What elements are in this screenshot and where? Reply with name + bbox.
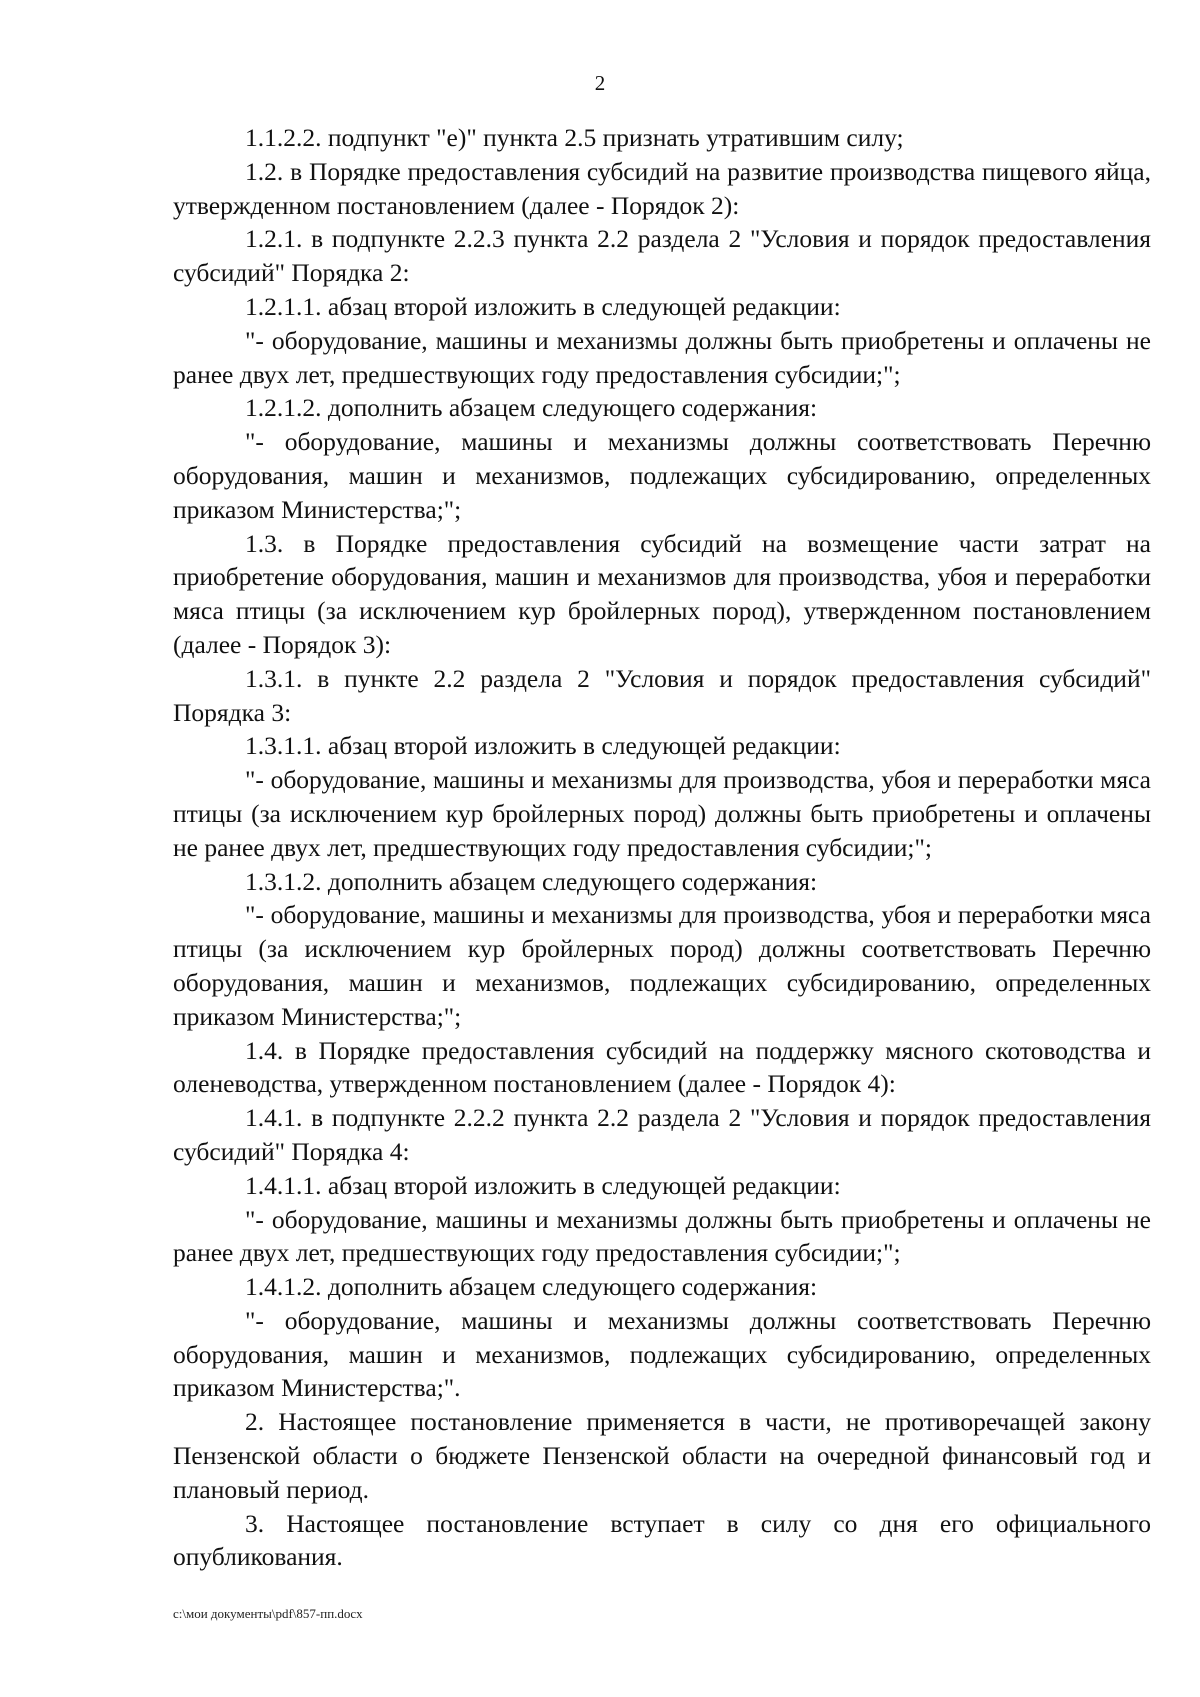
quoted-text-1-2-1-2: "- оборудование, машины и механизмы должны соответствовать Перечню оборудования, машин и механизмов, подлежащих субсидированию, определенных приказом Министерства;"; [173, 427, 1151, 524]
footer-file-path: c:\мои документы\pdf\857-пп.docx [173, 1606, 363, 1621]
paragraph-2: 2. Настоящее постановление применяется в части, не противоречащей закону Пензенской области о бюджете Пензенской области на очередной финансовый год и плановый период. [173, 1407, 1151, 1504]
paragraph-1-4-1: 1.4.1. в подпункте 2.2.2 пункта 2.2 раздела 2 "Условия и порядок предоставления субсидий" Порядка 4: [173, 1103, 1151, 1166]
paragraph-3: 3. Настоящее постановление вступает в силу со дня его официального опубликования. [173, 1508, 1151, 1572]
paragraph-1-1-2-2: 1.1.2.2. подпункт "е)" пункта 2.5 признать утратившим силу; [245, 123, 904, 152]
paragraph-1-4-1-1: 1.4.1.1. абзац второй изложить в следующей редакции: [245, 1170, 841, 1200]
quoted-text-1-3-1-2: "- оборудование, машины и механизмы для производства, убоя и переработки мяса птицы (за исключением кур бройлерных пород) должны соответствовать Перечню оборудования, машин и механизмов, подлежащих субсидированию, определенных приказом Министерства;"; [173, 900, 1151, 1031]
paragraph-1-3-1-1: 1.3.1.1. абзац второй изложить в следующей редакции: [245, 731, 841, 761]
paragraph-1-2-1-1: 1.2.1.1. абзац второй изложить в следующей редакции: [245, 291, 841, 321]
quoted-text-1-4-1-2: "- оборудование, машины и механизмы должны соответствовать Перечню оборудования, машин и механизмов, подлежащих субсидированию, определенных приказом Министерства;". [173, 1305, 1151, 1403]
paragraph-1-2: 1.2. в Порядке предоставления субсидий на развитие производства пищевого яйца, утвержденном постановлением (далее - Порядок 2): [173, 156, 1151, 220]
quoted-text-1-3-1-1: "- оборудование, машины и механизмы для производства, убоя и переработки мяса птицы (за исключением кур бройлерных пород) должны быть приобретены и оплачены не ранее двух лет, предшествующих году предоставления субсидии;"; [173, 765, 1151, 862]
paragraph-1-3: 1.3. в Порядке предоставления субсидий на возмещение части затрат на приобретение оборудования, машин и механизмов для производства, убоя и переработки мяса птицы (за исключением кур бройлерных пород), утвержденном постановлением (далее - Порядок 3): [173, 528, 1151, 659]
paragraph-1-4-1-2: 1.4.1.2. дополнить абзацем следующего содержания: [245, 1272, 818, 1302]
paragraph-1-2-1-2: 1.2.1.2. дополнить абзацем следующего содержания: [245, 393, 818, 423]
quoted-text-1-4-1-1: "- оборудование, машины и механизмы должны быть приобретены и оплачены не ранее двух лет, предшествующих году предоставления субсидии;"; [173, 1204, 1151, 1268]
paragraph-1-3-1: 1.3.1. в пункте 2.2 раздела 2 "Условия и порядок предоставления субсидий" Порядка 3: [173, 663, 1151, 727]
page-number: 2 [594, 71, 606, 95]
paragraph-1-2-1: 1.2.1. в подпункте 2.2.3 пункта 2.2 раздела 2 "Условия и порядок предоставления субсидий" Порядка 2: [173, 224, 1151, 288]
paragraph-1-3-1-2: 1.3.1.2. дополнить абзацем следующего содержания: [245, 866, 818, 896]
paragraph-1-4: 1.4. в Порядке предоставления субсидий на поддержку мясного скотоводства и оленеводства, утвержденном постановлением (далее - Порядок 4): [173, 1035, 1151, 1099]
document-body [173, 121, 1151, 1574]
quoted-text-1-2-1-1: "- оборудование, машины и механизмы должны быть приобретены и оплачены не ранее двух лет, предшествующих году предоставления субсидии;"; [173, 325, 1151, 389]
